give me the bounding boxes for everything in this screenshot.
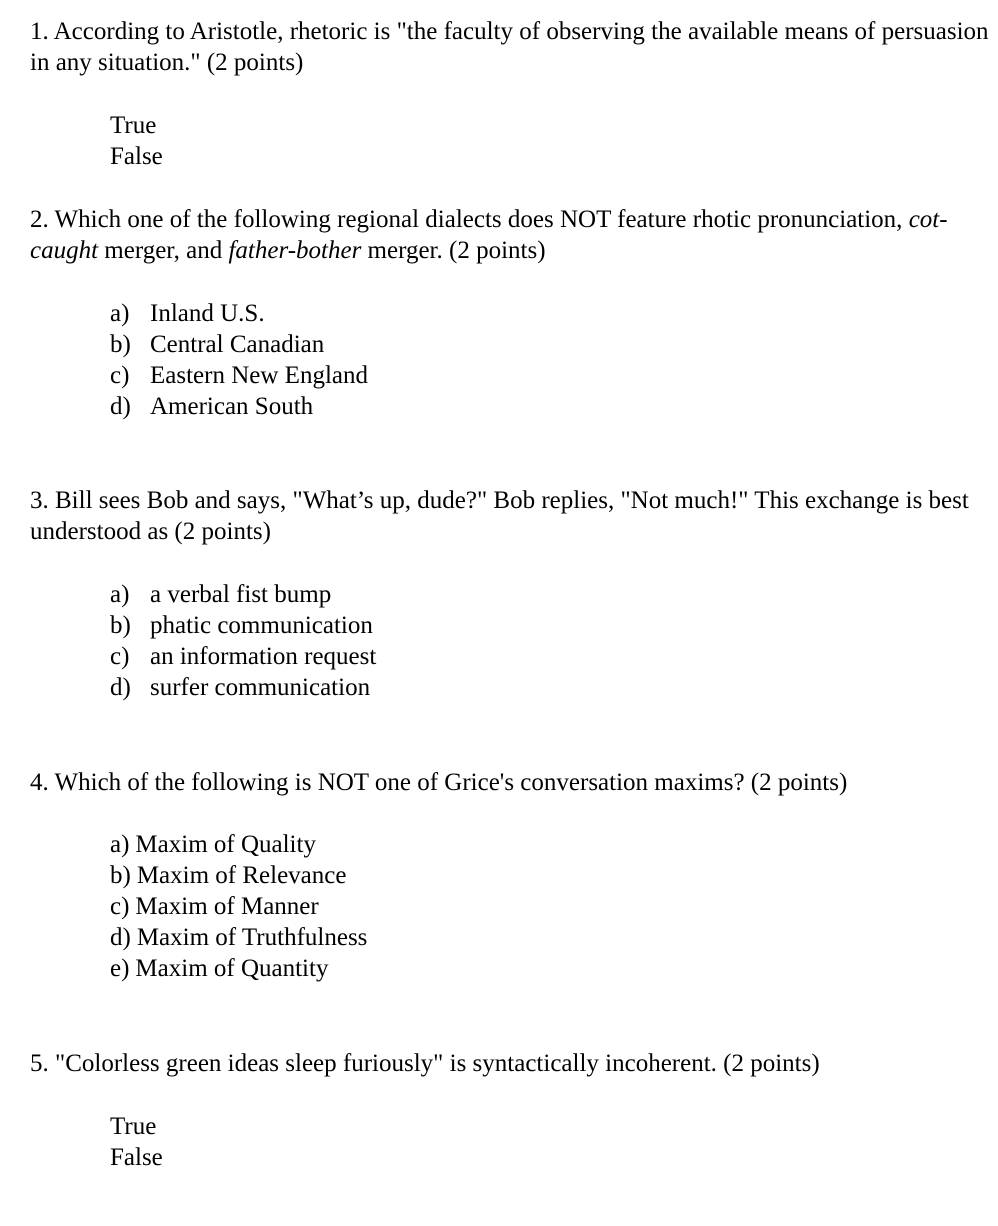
question-number: 4. xyxy=(30,769,49,796)
option-d[interactable]: d) surfer communication xyxy=(110,674,371,701)
option-d[interactable]: d) American South xyxy=(110,393,314,420)
question-number: 1. xyxy=(30,18,49,45)
option-b[interactable]: b) Maxim of Relevance xyxy=(110,862,347,889)
question-3 xyxy=(30,485,990,547)
option-c[interactable]: c) Eastern New England xyxy=(110,362,368,389)
option-a[interactable]: a) Inland U.S. xyxy=(110,300,265,327)
option-false[interactable]: False xyxy=(110,1144,163,1171)
question-1-options xyxy=(110,110,163,172)
question-number: 5. xyxy=(30,1050,49,1077)
option-true[interactable]: True xyxy=(110,112,157,139)
question-2-options xyxy=(110,298,368,422)
question-3-text: 3. Bill sees Bob and says, "What’s up, dude?" Bob replies, "Not much!" This exchange is best understood as (2 points) xyxy=(30,487,969,545)
option-a[interactable]: a) Maxim of Quality xyxy=(110,831,316,858)
option-c[interactable]: c) an information request xyxy=(110,643,377,670)
option-b[interactable]: b) phatic communication xyxy=(110,612,373,639)
option-d[interactable]: d) Maxim of Truthfulness xyxy=(110,924,368,951)
question-3-options xyxy=(110,579,376,703)
question-1-text: 1. According to Aristotle, rhetoric is "the faculty of observing the available means of persuasion in any situation." (2 points) xyxy=(30,18,989,76)
question-4-options xyxy=(110,829,367,984)
question-1 xyxy=(30,16,990,78)
question-5-options xyxy=(110,1111,163,1173)
option-true[interactable]: True xyxy=(110,1113,157,1140)
question-5 xyxy=(30,1048,990,1079)
question-2-text: 2. Which one of the following regional dialects does NOT feature rhotic pronunciation, cot-caught merger, and father-bother merger. (2 points) xyxy=(30,206,948,264)
option-c[interactable]: c) Maxim of Manner xyxy=(110,893,319,920)
question-number: 3. xyxy=(30,487,49,514)
question-4-text: 4. Which of the following is NOT one of Grice's conversation maxims? (2 points) xyxy=(30,769,848,796)
question-5-text: 5. "Colorless green ideas sleep furiously" is syntactically incoherent. (2 points) xyxy=(30,1050,820,1077)
option-e[interactable]: e) Maxim of Quantity xyxy=(110,955,329,982)
option-false[interactable]: False xyxy=(110,143,163,170)
question-2 xyxy=(30,204,990,266)
question-4 xyxy=(30,767,990,798)
option-a[interactable]: a) a verbal fist bump xyxy=(110,581,332,608)
question-number: 2. xyxy=(30,206,49,233)
option-b[interactable]: b) Central Canadian xyxy=(110,331,325,358)
